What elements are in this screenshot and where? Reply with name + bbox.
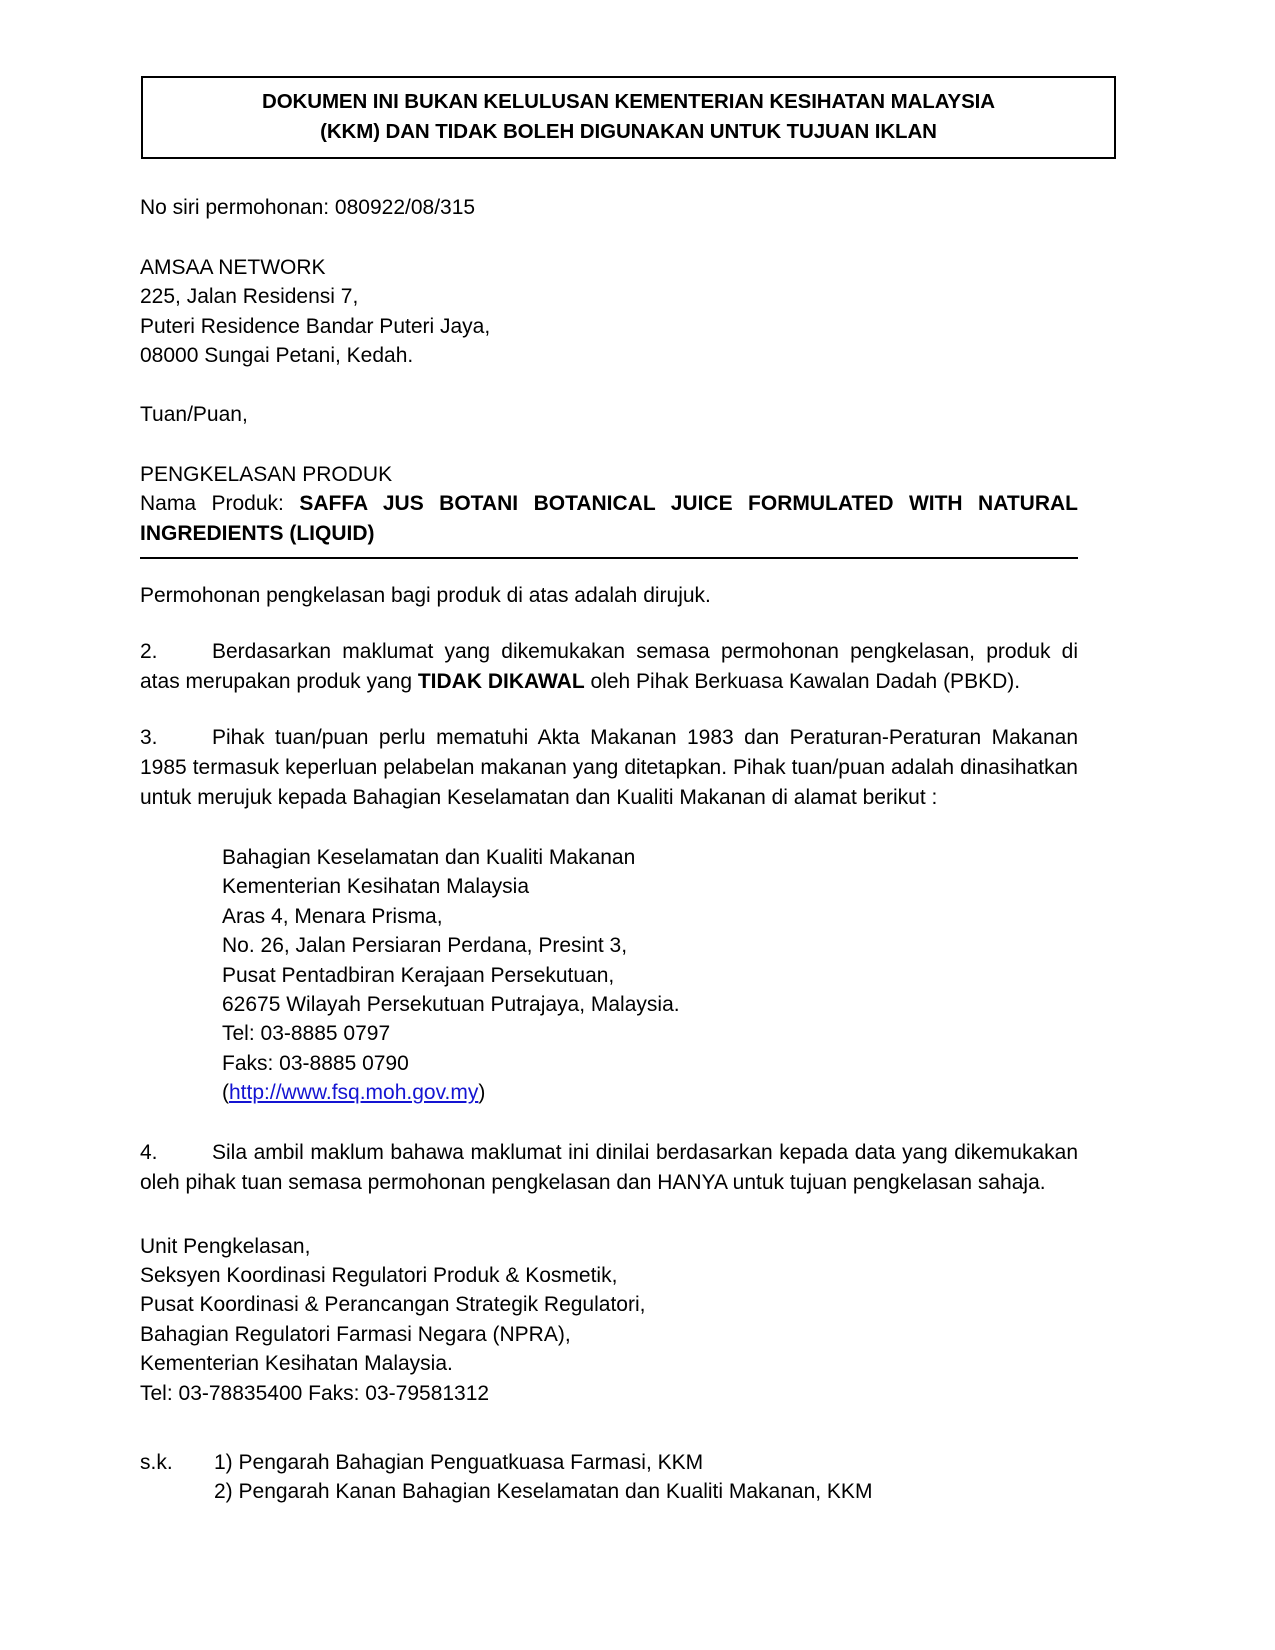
referral-address-line-2: Kementerian Kesihatan Malaysia [222,875,530,899]
referral-address-line-4: No. 26, Jalan Persiaran Perdana, Presint 3, [222,934,628,958]
disclaimer-banner [141,76,1116,159]
paragraph-2-number: 2. [140,639,158,663]
paren-close: ) [478,1081,486,1105]
salutation: Tuan/Puan, [140,403,248,427]
recipient-address-line-2: Puteri Residence Bandar Puteri Jaya, [140,314,491,338]
paragraph-4-text: Sila ambil maklum bahawa maklumat ini dinilai berdasarkan kepada data yang dikemukakan oleh pihak tuan semasa permohonan pengkelasan dan HANYA untuk tujuan pengkelasan sahaja. [140,1140,1078,1194]
referral-address-fax: Faks: 03-8885 0790 [222,1051,409,1075]
paragraph-2 [140,637,1078,697]
product-name-label: Nama Produk: [140,492,284,516]
signature-line-4: Bahagian Regulatori Farmasi Negara (NPRA), [140,1322,571,1346]
intro-paragraph: Permohonan pengkelasan bagi produk di atas adalah dirujuk. [140,583,711,607]
carbon-copy-items [214,1448,1078,1507]
document-content [140,76,1078,1507]
disclaimer-banner-line-1: DOKUMEN INI BUKAN KELULUSAN KEMENTERIAN KESIHATAN MALAYSIA [262,90,995,113]
paragraph-2-text-before: Berdasarkan maklumat yang dikemukakan semasa permohonan pengkelasan, produk di atas merupakan produk yang [140,639,1078,693]
carbon-copy-item-2: 2) Pengarah Kanan Bahagian Keselamatan dan Kualiti Makanan, KKM [214,1480,873,1504]
referral-address-tel: Tel: 03-8885 0797 [222,1022,391,1046]
paragraph-2-bold-text: TIDAK DIKAWAL [417,669,585,693]
carbon-copy-block [140,1448,1078,1507]
product-name-value: SAFFA JUS BOTANI BOTANICAL JUICE FORMULATED WITH NATURAL INGREDIENTS (LIQUID) [140,492,1078,545]
paragraph-4-number: 4. [140,1140,158,1164]
paragraph-2-text-after: oleh Pihak Berkuasa Kawalan Dadah (PBKD). [584,669,1021,693]
signature-line-5: Kementerian Kesihatan Malaysia. [140,1352,453,1376]
referral-address-line-3: Aras 4, Menara Prisma, [222,904,443,928]
signature-line-3: Pusat Koordinasi & Perancangan Strategik Regulatori, [140,1293,646,1317]
referral-address-website-line [222,1078,1078,1107]
application-serial-number: No siri permohonan: 080922/08/315 [140,196,476,220]
referral-address-line-6: 62675 Wilayah Persekutuan Putrajaya, Malaysia. [222,993,680,1016]
paragraph-3-text: Pihak tuan/puan perlu mematuhi Akta Makanan 1983 dan Peraturan-Peraturan Makanan 1985 termasuk keperluan pelabelan makanan yang ditetapkan. Pihak tuan/puan adalah dinasihatkan untuk merujuk kepada Bahagian Keselamatan dan Kualiti Makanan di alamat berikut : [140,726,1078,810]
signature-block [140,1232,1078,1408]
paren-open: ( [222,1081,229,1105]
recipient-address-block [140,253,1078,371]
recipient-address-line-3: 08000 Sungai Petani, Kedah. [140,344,414,367]
paragraph-3-number: 3. [140,726,158,749]
signature-contact: Tel: 03-78835400 Faks: 03-79581312 [140,1381,490,1405]
disclaimer-banner-line-2: (KKM) DAN TIDAK BOLEH DIGUNAKAN UNTUK TUJUAN IKLAN [320,119,937,143]
referral-address-line-5: Pusat Pentadbiran Kerajaan Persekutuan, [222,963,615,987]
signature-line-1: Unit Pengkelasan, [140,1234,311,1258]
carbon-copy-row [140,1448,1078,1507]
paragraph-4 [140,1138,1078,1198]
referral-address-block [222,843,1078,1108]
referral-address-line-1: Bahagian Keselamatan dan Kualiti Makanan [222,846,636,870]
carbon-copy-item-1: 1) Pengarah Bahagian Penguatkuasa Farmasi, KKM [214,1450,704,1474]
product-name-line [140,489,1078,548]
fsq-website-link[interactable]: http://www.fsq.moh.gov.my [229,1081,479,1105]
carbon-copy-label: s.k. [140,1450,173,1474]
recipient-name: AMSAA NETWORK [140,255,326,279]
subject-heading: PENGKELASAN PRODUK [140,462,393,486]
signature-line-2: Seksyen Koordinasi Regulatori Produk & Kosmetik, [140,1263,618,1287]
recipient-address-line-1: 225, Jalan Residensi 7, [140,285,359,309]
paragraph-3 [140,723,1078,813]
